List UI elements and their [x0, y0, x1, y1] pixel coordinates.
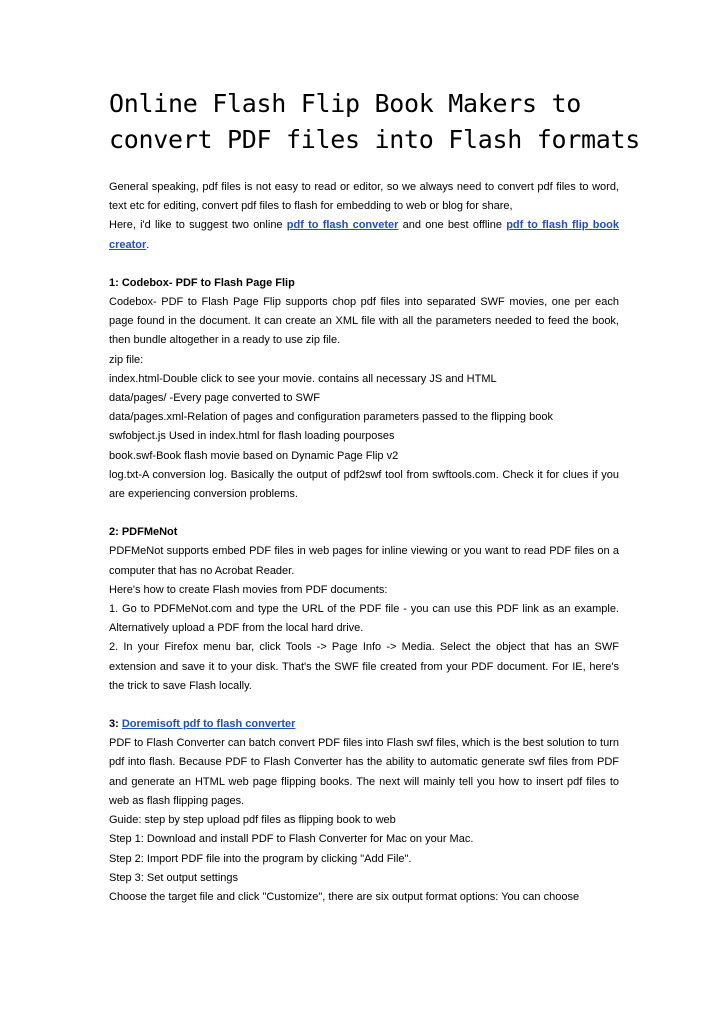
- section-1-line: log.txt-A conversion log. Basically the output of pdf2swf tool from swftools.com. Check it for clues if you are experiencing conversion problems.: [109, 468, 619, 501]
- spacer: [109, 255, 619, 274]
- section-1-line: Codebox- PDF to Flash Page Flip supports chop pdf files into separated SWF movies, one per each page found in the document. It can create an XML file with all the parameters needed to feed the book, then bundle altogether in a ready to use zip file.: [109, 296, 619, 347]
- intro-paragraph-2: [109, 216, 619, 254]
- section-3-line: PDF to Flash Converter can batch convert PDF files into Flash swf files, which is the best solution to turn pdf into flash. Because PDF to Flash Converter has the ability to automatic generate swf files from PDF and generate an HTML web page flipping books. The next will mainly tell you how to insert pdf files to web as flash flipping pages.: [109, 737, 619, 807]
- section-3-line: Step 3: Set output settings: [109, 871, 239, 884]
- section-2-line: 1. Go to PDFMeNot.com and type the URL of the PDF file - you can use this PDF link as an example. Alternatively upload a PDF from the local hard drive.: [109, 603, 619, 635]
- doremisoft-pdf-to-flash-converter-link[interactable]: Doremisoft pdf to flash converter: [121, 718, 296, 731]
- section-1-line: book.swf-Book flash movie based on Dynamic Page Flip v2: [109, 449, 399, 462]
- intro-paragraph-1: General speaking, pdf files is not easy to read or editor, so we always need to convert pdf files to word, text etc for editing, convert pdf files to flash for embedding to web or blog for share,: [109, 181, 619, 213]
- section-2-heading: 2: PDFMeNot: [109, 526, 178, 539]
- section-1-line: index.html-Double click to see your movie. contains all necessary JS and HTML: [109, 372, 497, 385]
- pdf-to-flash-flip-book-creator-link[interactable]: pdf to flash flip book creator: [109, 219, 620, 251]
- document-page: [109, 86, 641, 907]
- section-2-line: 2. In your Firefox menu bar, click Tools -> Page Info -> Media. Select the object that has an SWF extension and save it to your disk. That's the SWF file created from your PDF document. For IE, here's the trick to save Flash locally.: [109, 641, 619, 692]
- section-3-heading-prefix: 3:: [109, 718, 122, 731]
- pdf-to-flash-conveter-link[interactable]: pdf to flash conveter: [286, 219, 399, 232]
- spacer: [109, 696, 619, 715]
- intro-text-middle: and one best offline: [398, 219, 507, 232]
- section-2-line: Here's how to create Flash movies from PDF documents:: [109, 583, 388, 596]
- section-3-line: Choose the target file and click "Customize", there are six output format options: You can choose: [109, 890, 580, 903]
- section-3-line: Step 1: Download and install PDF to Flash Converter for Mac on your Mac.: [109, 833, 474, 846]
- spacer: [109, 504, 619, 523]
- document-body: [109, 178, 619, 907]
- intro-text-before: Here, i'd like to suggest two online: [109, 219, 287, 232]
- section-1-line: swfobject.js Used in index.html for flash loading pourposes: [109, 430, 395, 443]
- title-line-1: Online Flash Flip Book Makers to: [109, 89, 582, 118]
- document-title: [109, 86, 641, 158]
- section-3-line: Guide: step by step upload pdf files as flipping book to web: [109, 814, 396, 827]
- section-2-line: PDFMeNot supports embed PDF files in web pages for inline viewing or you want to read PDF files on a computer that has no Acrobat Reader.: [109, 545, 619, 577]
- section-3-heading: [109, 715, 619, 734]
- section-3-line: Step 2: Import PDF file into the program by clicking "Add File".: [109, 852, 412, 865]
- title-line-2: convert PDF files into Flash formats: [109, 125, 641, 154]
- section-1-line: zip file:: [109, 353, 144, 366]
- section-1-line: data/pages/ -Every page converted to SWF: [109, 392, 320, 405]
- intro-text-after: .: [146, 238, 150, 251]
- section-1-heading: 1: Codebox- PDF to Flash Page Flip: [109, 276, 295, 289]
- section-1-line: data/pages.xml-Relation of pages and configuration parameters passed to the flipping book: [109, 411, 553, 424]
